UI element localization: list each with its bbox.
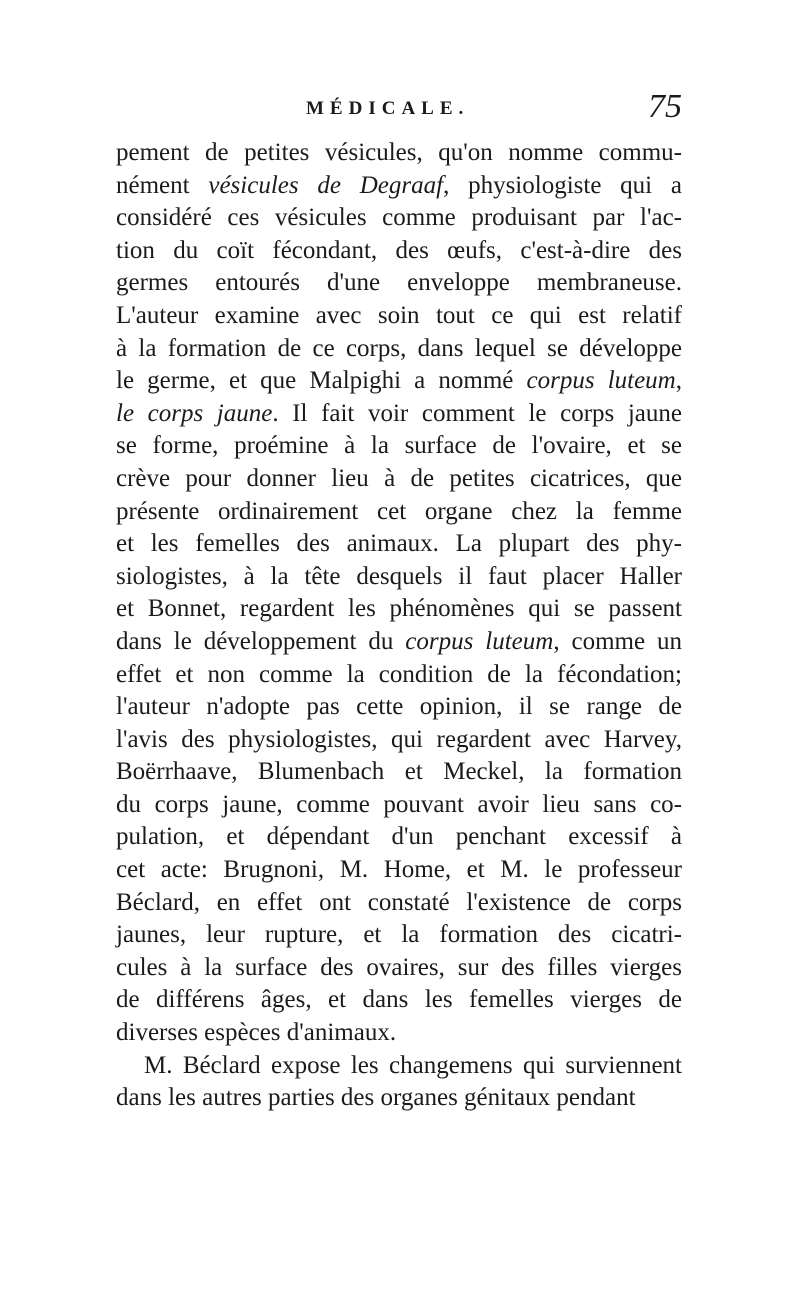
text-segment: Béclard, en effet ont constaté l'existence de corps [116,888,682,916]
text-segment: dans le développement du [116,627,406,655]
text-line [116,854,682,887]
text-segment: pement de petites vésicules, qu'on nomme commu- [116,139,682,166]
text-segment: et les femelles des animaux. La plupart des phy- [116,530,682,558]
text-segment: . Il fait voir comment le corps jaune [272,399,683,427]
text-line [116,398,682,431]
text-line [116,430,682,463]
text-line [116,1082,682,1115]
text-line [116,789,682,822]
italic-term: le corps jaune [116,399,273,427]
text-line [116,919,682,952]
text-line [116,170,682,203]
text-segment: L'auteur examine avec soin tout ce qui est relatif [116,301,682,329]
text-segment: germes entourés d'une enveloppe membraneuse. [116,269,682,297]
text-segment: et Bonnet, regardent les phénomènes qui se passent [116,595,682,623]
text-segment: considéré ces vésicules comme produisant par l'ac- [116,204,682,232]
text-segment: de différens âges, et dans les femelles vierges de [116,986,682,1014]
text-segment: jaunes, leur rupture, et la formation des cicatri- [116,921,682,949]
text-line [116,300,682,333]
text-line [116,528,682,561]
text-line [116,724,682,757]
text-segment: du corps jaune, comme pouvant avoir lieu sans co- [116,790,682,818]
italic-term: vésicules de Degraaf [208,171,444,199]
text-segment: M. Béclard expose les changemens qui surviennent [144,1051,682,1079]
text-segment: l'avis des physiologistes, qui regardent avec Harvey, [116,725,682,753]
body-text [116,137,682,1115]
text-segment: , comme un [553,627,682,655]
text-segment: Boërrhaave, Blumenbach et Meckel, la formation [116,758,682,786]
text-segment: diverses espèces d'animaux. [116,1019,397,1047]
text-line [116,1050,682,1083]
text-line [116,235,682,268]
text-segment: cules à la surface des ovaires, sur des filles vierges [116,953,682,981]
text-segment: cet acte: Brugnoni, M. Home, et M. le professeur [116,856,682,884]
text-line [116,821,682,854]
text-line [116,137,682,170]
text-line [116,463,682,496]
text-line [116,691,682,724]
text-segment: l'auteur n'adopte pas cette opinion, il se range de [116,693,682,721]
text-line [116,952,682,985]
text-line [116,365,682,398]
text-segment: à la formation de ce corps, dans lequel se développe [116,334,682,362]
running-title: MÉDICALE. [306,98,470,119]
text-segment: dans les autres parties des organes génitaux pendant [116,1084,636,1112]
text-line [116,1017,682,1050]
text-line [116,496,682,529]
text-line [116,267,682,300]
text-segment: nément [116,171,209,199]
italic-term: corpus luteum [405,627,554,655]
text-line [116,333,682,366]
text-line [116,659,682,692]
text-segment: le germe, et que Malpighi a nommé [116,367,527,395]
text-line [116,561,682,594]
text-segment: crève pour donner lieu à de petites cicatrices, que [116,464,682,492]
italic-term: corpus luteum [526,367,676,395]
page-number: 75 [648,88,682,125]
text-segment: tion du coït fécondant, des œufs, c'est-à-dire des [116,236,682,264]
text-segment: effet et non comme la condition de la fécondation; [116,660,682,688]
text-segment: pulation, et dépendant d'un penchant excessif à [116,823,682,851]
text-segment: , physiologiste qui a [443,171,682,199]
text-segment: siologistes, à la tête desquels il faut placer Haller [116,562,682,590]
text-line [116,887,682,920]
text-line [116,626,682,659]
text-line [116,984,682,1017]
text-line [116,756,682,789]
text-line [116,202,682,235]
page-header [116,88,682,134]
text-segment: se forme, proémine à la surface de l'ovaire, et se [116,432,682,460]
text-segment: , [675,367,682,395]
text-segment: présente ordinairement cet organe chez la femme [116,497,682,525]
text-line [116,593,682,626]
